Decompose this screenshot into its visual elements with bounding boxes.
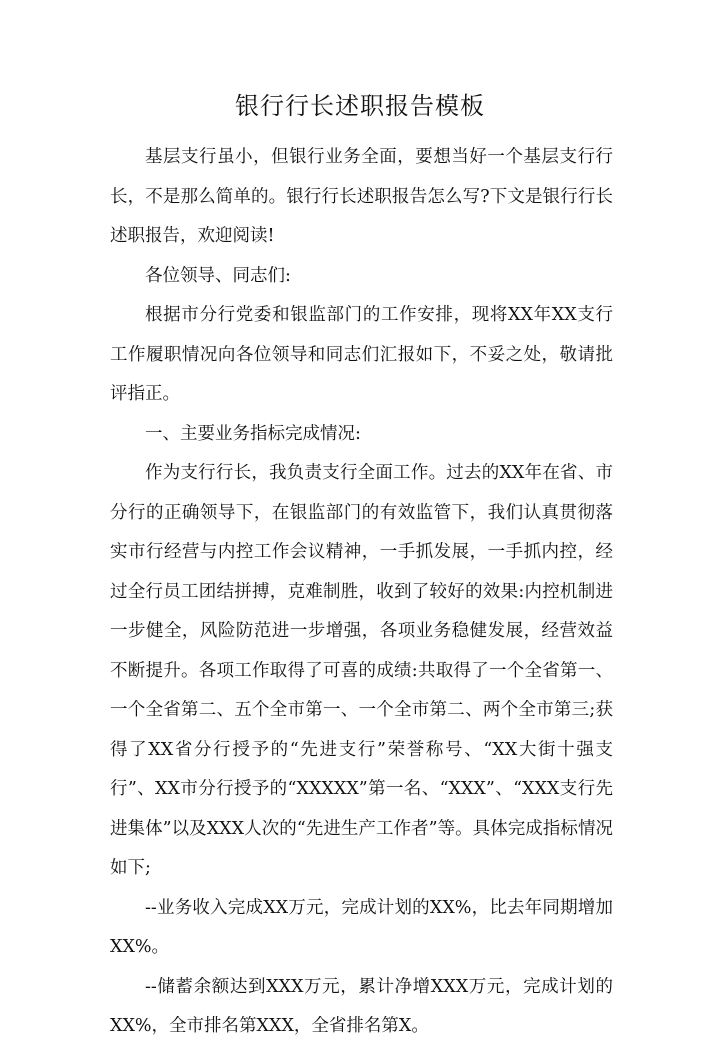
section-heading: 一、主要业务指标完成情况:: [145, 423, 361, 444]
paragraph-main: 作为支行行长，我负责支行全面工作。过去的XX年在省、市分行的正确领导下，在银监部门的有效监管下，我们认真贯彻落实市行经营与内控工作会议精神，一手抓发展，一手抓内控，经过全行员工团结拼搏，克难制胜，收到了较好的效果:内控机制进一步健全，风险防范进一步增强，各项业务稳健发展，经营效益不断提升。各项工作取得了可喜的成绩:共取得了一个全省第一、一个全省第二、五个全市第一、一个全市第二、两个全市第三;获得了XX省分行授予的“先进支行”荣誉称号、“XX大街十强支行”、XX市分行授予的“XXXXX”第一名、“XXX”、“XXX支行先进集体”以及XXX人次的“先进生产工作者”等。具体完成指标情况如下;: [110, 463, 613, 878]
paragraph-savings: --储蓄余额达到XXX万元，累计净增XXX万元，完成计划的XX%，全市排名第XXX，全省排名第X。: [110, 976, 613, 1036]
paragraph-opening: 根据市分行党委和银监部门的工作安排，现将XX年XX支行工作履职情况向各位领导和同志们汇报如下，不妥之处，敬请批评指正。: [110, 305, 613, 404]
document-title: 银行行长述职报告模板: [235, 92, 485, 120]
paragraph-intro: 基层支行虽小，但银行业务全面，要想当好一个基层支行行长，不是那么简单的。银行行长述职报告怎么写?下文是银行行长述职报告，欢迎阅读!: [110, 147, 613, 246]
document-body: [110, 138, 613, 1047]
paragraph-revenue: --业务收入完成XX万元，完成计划的XX%，比去年同期增加XX%。: [110, 897, 613, 957]
paragraph-salutation: 各位领导、同志们:: [145, 265, 291, 286]
